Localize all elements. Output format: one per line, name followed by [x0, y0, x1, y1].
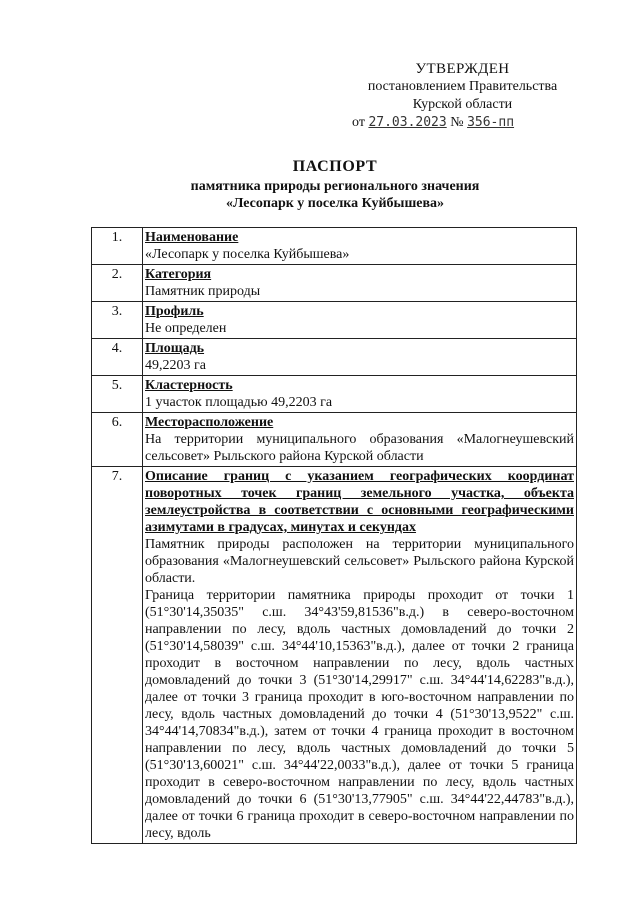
row-content	[143, 265, 577, 302]
table-row	[92, 413, 577, 467]
row-content	[143, 228, 577, 265]
row-value: Не определен	[145, 321, 227, 336]
approval-line2: Курской области	[412, 97, 513, 112]
table-row	[92, 339, 577, 376]
approval-line1: постановлением Правительства	[367, 79, 558, 94]
row-paragraph: Граница территории памятника природы проходит от точки 1 (51°30'14,35035" с.ш. 34°43'59,81536"в.д.) в северо-восточном направлении по лесу, вдоль частных домовладений до точки 2 (51°30'14,58039" с.ш. 34°44'10,15363"в.д.), далее от точки 2 граница проходит в восточном направлении по лесу, вдоль частных домовладений до точки 3 (51°30'14,29917" с.ш. 34°44'14,62283"в.д.), далее от точки 3 граница проходит в юго-восточном направлении по лесу, вдоль частных домовладений до точки 4 (51°30'13,9522" с.ш. 34°44'14,70834"в.д.), затем от точки 4 граница проходит в восточном направлении по лесу, вдоль частных домовладений до точки 5 (51°30'13,60021" с.ш. 34°44'22,0033"в.д.), далее от точки 5 граница проходит в северо-восточном направлении по лесу, вдоль частных домовладений до точки 6 (51°30'13,77905" с.ш. 34°44'22,44783"в.д.), далее от точки 6 граница проходит в северо-восточном направлении по лесу, вдоль	[145, 588, 574, 841]
row-value: «Лесопарк у поселка Куйбышева»	[145, 247, 350, 262]
row-label: Описание границ с указанием географических координат поворотных точек границ земельного участка, объекта землеустройства в соответствии с основными географическими азимутами в градусах, минутах и секундах	[145, 469, 574, 535]
heading-line1: памятника природы регионального значения	[190, 179, 480, 194]
row-label: Категория	[145, 267, 212, 282]
row-number: 6.	[92, 413, 143, 467]
row-value: Памятник природы	[145, 284, 261, 299]
row-label: Профиль	[145, 304, 204, 319]
document-heading	[40, 158, 630, 212]
number-prefix: №	[450, 115, 464, 130]
row-content	[143, 302, 577, 339]
date-prefix: от	[352, 115, 365, 130]
row-number: 5.	[92, 376, 143, 413]
row-label: Площадь	[145, 341, 205, 356]
row-label: Кластерность	[145, 378, 233, 393]
row-label: Месторасположение	[145, 415, 274, 430]
row-content	[143, 376, 577, 413]
heading-line2: «Лесопарк у поселка Куйбышева»	[225, 196, 445, 211]
approval-title: УТВЕРЖДЕН	[415, 61, 510, 77]
document-title: ПАСПОРТ	[292, 158, 378, 175]
approval-number: 356-пп	[467, 115, 515, 130]
table-row	[92, 228, 577, 265]
row-content	[143, 413, 577, 467]
passport-table	[91, 227, 577, 844]
row-content	[143, 339, 577, 376]
approval-date-line	[340, 114, 585, 132]
table-row	[92, 265, 577, 302]
row-number: 2.	[92, 265, 143, 302]
row-value: 49,2203 га	[145, 358, 206, 373]
row-content	[143, 467, 577, 844]
row-label: Наименование	[145, 230, 239, 245]
row-paragraph: Памятник природы расположен на территории муниципального образования «Малогнеушевский сельсовет» Рыльского района Курской области.	[145, 537, 574, 586]
row-number: 4.	[92, 339, 143, 376]
table-row	[92, 467, 577, 844]
row-number: 1.	[92, 228, 143, 265]
row-value: 1 участок площадью 49,2203 га	[145, 395, 333, 410]
row-number: 7.	[92, 467, 143, 844]
row-value: На территории муниципального образования «Малогнеушевский сельсовет» Рыльского района Курской области	[145, 432, 574, 464]
approval-stamp	[340, 60, 585, 132]
approval-date: 27.03.2023	[368, 115, 447, 130]
table-row	[92, 376, 577, 413]
row-number: 3.	[92, 302, 143, 339]
table-row	[92, 302, 577, 339]
